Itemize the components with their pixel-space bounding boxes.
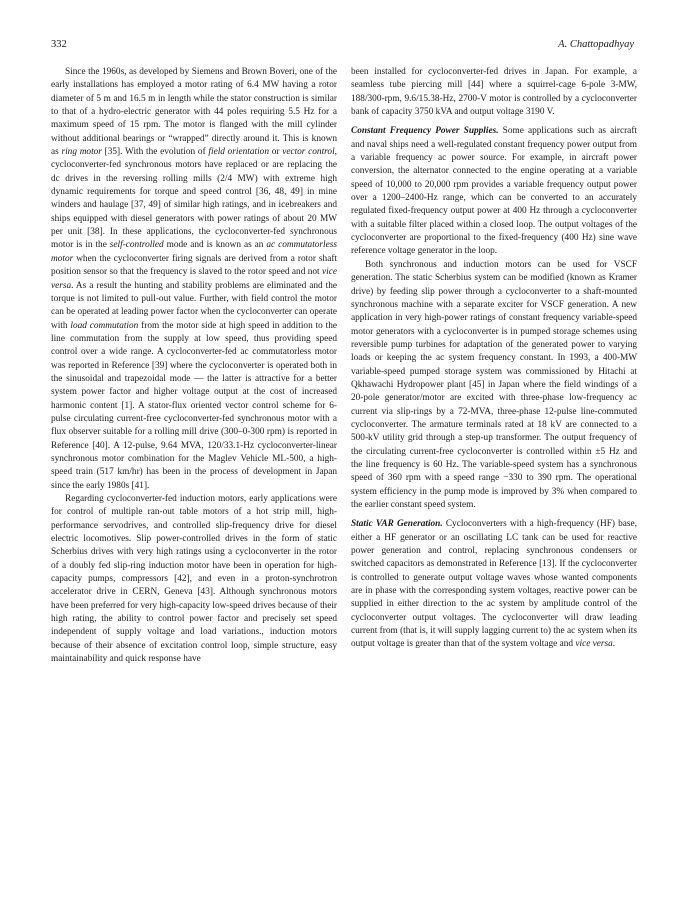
- section-constant-frequency: Constant Frequency Power Supplies. Some applications such as aircraft and naval ships need a well-regulated constant frequency power output from a variable frequency ac power source. For example, in aircraft power conversion, the alternator connected to the engine operating at a variable speed of 10,000 to 20,000 rpm provides a variable frequency output power over a 1200–2400-Hz range, which can be converted to an accurately regulated fixed-frequency output power at 400 Hz through a cycloconverter with a suitable filter placed within a closed loop. The output voltages of the cycloconverter are proportional to the fixed-frequency (400 Hz) sine wave reference voltage generator in the loop.: [351, 126, 637, 257]
- section-static-var: Static VAR Generation. Cycloconverters with a high-frequency (HF) base, either a HF generator or an oscillating LC tank can be used for reactive power generation and control, replacing synchronous condensers or switched capacitors as demonstrated in Reference [13]. If the cycloconverter is controlled to generate output voltage waves whose wanted components are in phase with the corresponding system voltages, reactive power can be supplied in either direction to the ac system by amplitude control of the cycloconverter output voltages. The cycloconverter will draw leading current from (that is, it will supply lagging current to) the ac system when its output voltage is greater than that of the system voltage and vice versa.: [351, 519, 638, 650]
- paragraph-induction-motors: Regarding cycloconverter-fed induction motors, early applications were for control of multiple ran-out table motors of a hot strip mill, high-performance servodrives, and controlled slip-frequency drive for diesel electric locomotives. Slip power-controlled drives in the form of static Scherbius drives with very high ratings using a cycloconverter in the rotor of a doubly fed slip-ring induction motor have been in operation for high-capacity pumps, compressors [42], and even in a proton-synchrotron accelerator drive in CERN, Geneva [43]. Although synchronous motors have been preferred for very high-capacity low-speed drives because of their high rating, the ability to control power factor and precisely set speed independent of supply voltage and load variations., induction motors because of their absence of excitation control loop, simple structure, easy maintainability and quick response have: [51, 494, 337, 665]
- term-vector-control: vector control: [282, 147, 335, 158]
- term-field-orientation: field orientation: [208, 147, 269, 158]
- page-number: 332: [51, 39, 67, 50]
- paragraph-cycloconverter-synchronous: Since the 1960s, as developed by Siemens and Brown Boveri, one of the early installations has employed a motor rating of 6.4 MW having a rotor diameter of 5 m and 16.5 m in length while the stator construction is similar to that of a hydro-electric generator with 44 poles requiring 5.5 Hz for a maximum speed of 15 rpm. The motor is flanged with the mill cylinder without additional bearings or “wrapped” directly around it. This is known as ring motor [35]. With the evolution of field orientation or vector control, cycloconverter-fed synchronous motors have replaced or are replacing the dc drives in the reversing rolling mills (2/4 MW) with extreme high dynamic requirements for torque and speed control [36, 48, 49] in mine winders and haulage [37, 49] of similar high ratings, and in icebreakers and ships equipped with diesel generators with power ratings of about 20 MW per unit [38]. In these applications, the cycloconverter-fed synchronous motor is in the self-controlled mode and is known as an ac commutatorless motor when the cycloconverter firing signals are derived from a rotor shaft position sensor so that the frequency is slaved to the rotor speed and not vice versa. As a result the hunting and stability problems are eliminated and the torque is not limited to pull-out value. Further, with field control the motor can be operated at leading power factor when the cycloconverter can operate with load commutation from the motor side at high speed in addition to the line commutation from the supply at low speed, thus providing speed control over a wide range. A cycloconverter-fed ac commutatorless motor was reported in Reference [39] where the cycloconverter is operated both in the sinusoidal and trapezoidal mode — the latter is attractive for a better system power factor and higher voltage output at the cost of increased harmonic content [1]. A stator-flux oriented vector control scheme for 6-pulse circulating current-free cycloconverter-fed synchronous motor with a flux observer suitable for a rolling mill drive (300–0-300 rpm) is reported in Reference [40]. A 12-pulse, 9.64 MVA, 120/33.1-Hz cycloconverter-linear synchronous motor combination for the Maglev Vehicle ML-500, a high-speed train (517 km/hr) has been in the process of development in Japan since the early 1980s [41].: [51, 67, 338, 491]
- term-self-controlled: self-controlled: [109, 240, 164, 251]
- paragraph-continuation: been installed for cycloconverter-fed drives in Japan. For example, a seamless tube piercing mill [44] where a squirrel-cage 6-pole 3-MW, 188/300-rpm, 9.6/15.38-Hz, 2700-V motor is controlled by a cycloconverter bank of capacity 3750 kVA and output voltage 3190 V.: [351, 67, 637, 118]
- section-heading-constant-frequency: Constant Frequency Power Supplies.: [351, 126, 499, 137]
- term-load-commutation: load commutation: [70, 320, 139, 331]
- term-ring-motor: ring motor: [61, 147, 102, 158]
- left-column: [51, 66, 337, 666]
- term-vice-versa: vice versa: [51, 267, 337, 291]
- running-author: A. Chattopadhyay: [558, 39, 634, 50]
- term-ac-commutatorless-motor: ac commutatorless motor: [51, 240, 337, 264]
- section-heading-static-var: Static VAR Generation.: [351, 519, 443, 530]
- paragraph-vscf: Both synchronous and induction motors can be used for VSCF generation. The static Scherbius system can be modified (known as Kramer drive) by feeding slip power through a cycloconverter to a shaft-mounted synchronous machine with a separate exciter for VSCF generation. A new application in very high-power ratings of constant frequency variable-speed motor generators with a cycloconverter is in pumped storage schemes using reversible pump turbines for adaptation of the generated power to varying loads or keeping the ac system frequency constant. In 1993, a 400-MW variable-speed pumped storage system was commissioned by Hitachi at Qkhawachi Hydropower plant [45] in Japan where the field windings of a 20-pole generator/motor are excited with three-phase low-frequency ac current via slip-rings by a 72-MVA, three-phase 12-pulse line-commuted cycloconverter. The armature terminals rated at 18 kV are connected to a 500-kV utility grid through a step-up transformer. The output frequency of the circulating current-free cycloconverter is controlled within ±5 Hz and the line frequency is 60 Hz. The variable-speed system has a synchronous speed of 360 rpm with a speed range −330 to 390 rpm. The operational system efficiency in the pump mode is improved by 3% when compared to the earlier constant speed system.: [351, 259, 637, 510]
- term-vice-versa-2: vice versa: [575, 639, 613, 650]
- right-column: [351, 66, 637, 652]
